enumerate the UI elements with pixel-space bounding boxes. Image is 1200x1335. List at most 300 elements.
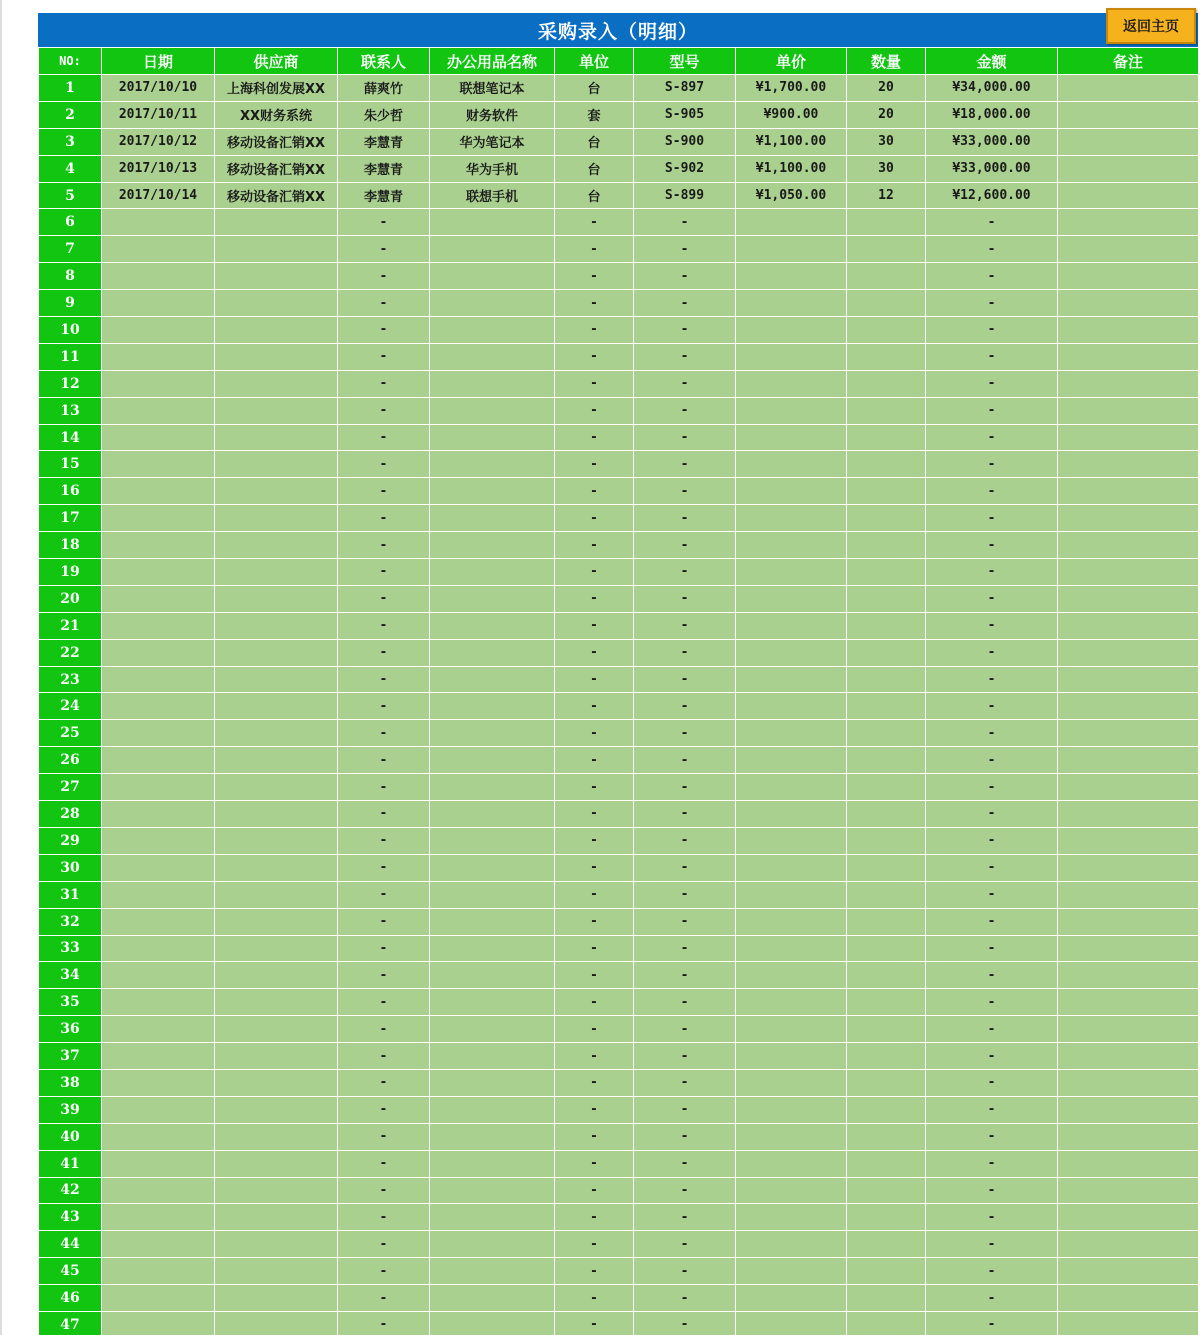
unit-price-cell[interactable]: ¥1,100.00 <box>736 155 847 182</box>
item-name-cell[interactable] <box>430 1150 555 1177</box>
date-cell[interactable] <box>102 1311 215 1335</box>
supplier-cell[interactable] <box>215 263 338 290</box>
contact-cell[interactable]: - <box>338 1150 430 1177</box>
unit-cell[interactable]: 套 <box>555 101 634 128</box>
return-home-button[interactable]: 返回主页 <box>1106 8 1196 44</box>
remark-cell[interactable] <box>1058 801 1199 828</box>
remark-cell[interactable] <box>1058 666 1199 693</box>
model-cell[interactable]: - <box>634 532 736 559</box>
model-cell[interactable]: - <box>634 343 736 370</box>
supplier-cell[interactable] <box>215 290 338 317</box>
unit-price-cell[interactable] <box>736 317 847 344</box>
contact-cell[interactable]: - <box>338 1043 430 1070</box>
unit-price-cell[interactable] <box>736 774 847 801</box>
model-cell[interactable]: - <box>634 693 736 720</box>
date-cell[interactable] <box>102 397 215 424</box>
remark-cell[interactable] <box>1058 1043 1199 1070</box>
model-cell[interactable]: - <box>634 1204 736 1231</box>
unit-price-cell[interactable] <box>736 532 847 559</box>
contact-cell[interactable]: - <box>338 774 430 801</box>
unit-price-cell[interactable] <box>736 1311 847 1335</box>
item-name-cell[interactable] <box>430 1096 555 1123</box>
model-cell[interactable]: - <box>634 263 736 290</box>
item-name-cell[interactable] <box>430 317 555 344</box>
model-cell[interactable]: - <box>634 1150 736 1177</box>
unit-price-cell[interactable] <box>736 666 847 693</box>
supplier-cell[interactable]: 移动设备汇销XX <box>215 128 338 155</box>
unit-price-cell[interactable] <box>736 585 847 612</box>
quantity-cell[interactable]: 20 <box>847 75 926 102</box>
supplier-cell[interactable]: XX财务系统 <box>215 101 338 128</box>
contact-cell[interactable]: - <box>338 962 430 989</box>
model-cell[interactable]: - <box>634 1177 736 1204</box>
contact-cell[interactable]: - <box>338 747 430 774</box>
item-name-cell[interactable] <box>430 532 555 559</box>
remark-cell[interactable] <box>1058 935 1199 962</box>
supplier-cell[interactable] <box>215 505 338 532</box>
date-cell[interactable] <box>102 290 215 317</box>
date-cell[interactable] <box>102 559 215 586</box>
model-cell[interactable]: - <box>634 317 736 344</box>
quantity-cell[interactable] <box>847 1069 926 1096</box>
date-cell[interactable] <box>102 1231 215 1258</box>
quantity-cell[interactable] <box>847 209 926 236</box>
supplier-cell[interactable] <box>215 854 338 881</box>
date-cell[interactable]: 2017/10/12 <box>102 128 215 155</box>
unit-price-cell[interactable] <box>736 1177 847 1204</box>
unit-price-cell[interactable] <box>736 343 847 370</box>
quantity-cell[interactable] <box>847 1231 926 1258</box>
item-name-cell[interactable] <box>430 290 555 317</box>
model-cell[interactable]: - <box>634 827 736 854</box>
contact-cell[interactable]: - <box>338 1123 430 1150</box>
remark-cell[interactable] <box>1058 774 1199 801</box>
quantity-cell[interactable] <box>847 666 926 693</box>
remark-cell[interactable] <box>1058 1204 1199 1231</box>
date-cell[interactable] <box>102 1204 215 1231</box>
item-name-cell[interactable] <box>430 854 555 881</box>
contact-cell[interactable]: - <box>338 1231 430 1258</box>
supplier-cell[interactable] <box>215 1285 338 1312</box>
remark-cell[interactable] <box>1058 639 1199 666</box>
unit-cell[interactable]: - <box>555 1177 634 1204</box>
quantity-cell[interactable] <box>847 290 926 317</box>
unit-price-cell[interactable] <box>736 1043 847 1070</box>
unit-price-cell[interactable] <box>736 263 847 290</box>
item-name-cell[interactable]: 华为笔记本 <box>430 128 555 155</box>
contact-cell[interactable]: - <box>338 424 430 451</box>
date-cell[interactable] <box>102 908 215 935</box>
supplier-cell[interactable] <box>215 1069 338 1096</box>
supplier-cell[interactable] <box>215 1311 338 1335</box>
supplier-cell[interactable] <box>215 1123 338 1150</box>
contact-cell[interactable]: 薛爽竹 <box>338 75 430 102</box>
unit-cell[interactable]: - <box>555 236 634 263</box>
date-cell[interactable] <box>102 747 215 774</box>
date-cell[interactable]: 2017/10/10 <box>102 75 215 102</box>
item-name-cell[interactable] <box>430 478 555 505</box>
unit-price-cell[interactable] <box>736 290 847 317</box>
date-cell[interactable] <box>102 720 215 747</box>
quantity-cell[interactable] <box>847 343 926 370</box>
remark-cell[interactable] <box>1058 182 1199 209</box>
date-cell[interactable] <box>102 989 215 1016</box>
date-cell[interactable] <box>102 532 215 559</box>
remark-cell[interactable] <box>1058 585 1199 612</box>
unit-cell[interactable]: - <box>555 989 634 1016</box>
date-cell[interactable] <box>102 505 215 532</box>
item-name-cell[interactable] <box>430 720 555 747</box>
remark-cell[interactable] <box>1058 989 1199 1016</box>
date-cell[interactable] <box>102 343 215 370</box>
unit-price-cell[interactable] <box>736 397 847 424</box>
item-name-cell[interactable] <box>430 1069 555 1096</box>
unit-cell[interactable]: - <box>555 1258 634 1285</box>
remark-cell[interactable] <box>1058 1150 1199 1177</box>
date-cell[interactable] <box>102 263 215 290</box>
model-cell[interactable]: - <box>634 639 736 666</box>
unit-price-cell[interactable] <box>736 639 847 666</box>
supplier-cell[interactable] <box>215 908 338 935</box>
unit-price-cell[interactable] <box>736 236 847 263</box>
quantity-cell[interactable] <box>847 1016 926 1043</box>
quantity-cell[interactable] <box>847 263 926 290</box>
unit-cell[interactable]: - <box>555 209 634 236</box>
contact-cell[interactable]: - <box>338 639 430 666</box>
supplier-cell[interactable] <box>215 1150 338 1177</box>
supplier-cell[interactable] <box>215 424 338 451</box>
quantity-cell[interactable] <box>847 935 926 962</box>
date-cell[interactable] <box>102 451 215 478</box>
item-name-cell[interactable] <box>430 612 555 639</box>
contact-cell[interactable]: - <box>338 317 430 344</box>
remark-cell[interactable] <box>1058 290 1199 317</box>
item-name-cell[interactable] <box>430 1177 555 1204</box>
unit-cell[interactable]: - <box>555 1096 634 1123</box>
unit-cell[interactable]: - <box>555 854 634 881</box>
item-name-cell[interactable] <box>430 505 555 532</box>
date-cell[interactable] <box>102 962 215 989</box>
model-cell[interactable]: - <box>634 370 736 397</box>
date-cell[interactable] <box>102 935 215 962</box>
unit-price-cell[interactable] <box>736 801 847 828</box>
item-name-cell[interactable] <box>430 343 555 370</box>
model-cell[interactable]: - <box>634 1069 736 1096</box>
unit-cell[interactable]: - <box>555 962 634 989</box>
model-cell[interactable]: S-900 <box>634 128 736 155</box>
contact-cell[interactable]: - <box>338 343 430 370</box>
date-cell[interactable] <box>102 236 215 263</box>
item-name-cell[interactable] <box>430 827 555 854</box>
supplier-cell[interactable] <box>215 397 338 424</box>
supplier-cell[interactable] <box>215 478 338 505</box>
item-name-cell[interactable] <box>430 1258 555 1285</box>
model-cell[interactable]: - <box>634 1311 736 1335</box>
date-cell[interactable] <box>102 1177 215 1204</box>
model-cell[interactable]: S-902 <box>634 155 736 182</box>
supplier-cell[interactable]: 上海科创发展XX <box>215 75 338 102</box>
model-cell[interactable]: - <box>634 585 736 612</box>
date-cell[interactable]: 2017/10/11 <box>102 101 215 128</box>
contact-cell[interactable]: - <box>338 1311 430 1335</box>
unit-price-cell[interactable] <box>736 962 847 989</box>
unit-cell[interactable]: - <box>555 1231 634 1258</box>
supplier-cell[interactable]: 移动设备汇销XX <box>215 182 338 209</box>
quantity-cell[interactable] <box>847 1043 926 1070</box>
unit-cell[interactable]: - <box>555 317 634 344</box>
remark-cell[interactable] <box>1058 612 1199 639</box>
quantity-cell[interactable] <box>847 881 926 908</box>
item-name-cell[interactable] <box>430 639 555 666</box>
item-name-cell[interactable] <box>430 559 555 586</box>
remark-cell[interactable] <box>1058 236 1199 263</box>
supplier-cell[interactable] <box>215 532 338 559</box>
contact-cell[interactable]: - <box>338 1069 430 1096</box>
supplier-cell[interactable] <box>215 1204 338 1231</box>
unit-price-cell[interactable] <box>736 478 847 505</box>
supplier-cell[interactable] <box>215 1043 338 1070</box>
contact-cell[interactable]: 李慧青 <box>338 128 430 155</box>
contact-cell[interactable]: - <box>338 881 430 908</box>
remark-cell[interactable] <box>1058 1177 1199 1204</box>
item-name-cell[interactable] <box>430 1285 555 1312</box>
date-cell[interactable] <box>102 478 215 505</box>
item-name-cell[interactable]: 联想手机 <box>430 182 555 209</box>
quantity-cell[interactable]: 12 <box>847 182 926 209</box>
date-cell[interactable] <box>102 1096 215 1123</box>
model-cell[interactable]: - <box>634 962 736 989</box>
date-cell[interactable] <box>102 1285 215 1312</box>
date-cell[interactable] <box>102 209 215 236</box>
unit-cell[interactable]: - <box>555 827 634 854</box>
unit-price-cell[interactable] <box>736 370 847 397</box>
quantity-cell[interactable] <box>847 908 926 935</box>
contact-cell[interactable]: - <box>338 612 430 639</box>
supplier-cell[interactable] <box>215 827 338 854</box>
remark-cell[interactable] <box>1058 343 1199 370</box>
model-cell[interactable]: - <box>634 747 736 774</box>
model-cell[interactable]: - <box>634 989 736 1016</box>
date-cell[interactable]: 2017/10/13 <box>102 155 215 182</box>
remark-cell[interactable] <box>1058 720 1199 747</box>
remark-cell[interactable] <box>1058 397 1199 424</box>
unit-cell[interactable]: - <box>555 908 634 935</box>
unit-cell[interactable]: - <box>555 397 634 424</box>
item-name-cell[interactable] <box>430 693 555 720</box>
unit-price-cell[interactable]: ¥1,050.00 <box>736 182 847 209</box>
unit-price-cell[interactable] <box>736 1150 847 1177</box>
item-name-cell[interactable] <box>430 774 555 801</box>
item-name-cell[interactable] <box>430 209 555 236</box>
supplier-cell[interactable] <box>215 774 338 801</box>
item-name-cell[interactable] <box>430 1016 555 1043</box>
quantity-cell[interactable] <box>847 532 926 559</box>
model-cell[interactable]: - <box>634 774 736 801</box>
remark-cell[interactable] <box>1058 155 1199 182</box>
contact-cell[interactable]: - <box>338 370 430 397</box>
contact-cell[interactable]: - <box>338 827 430 854</box>
date-cell[interactable] <box>102 1043 215 1070</box>
unit-cell[interactable]: 台 <box>555 182 634 209</box>
quantity-cell[interactable] <box>847 962 926 989</box>
item-name-cell[interactable] <box>430 370 555 397</box>
model-cell[interactable]: - <box>634 478 736 505</box>
unit-price-cell[interactable] <box>736 908 847 935</box>
date-cell[interactable] <box>102 881 215 908</box>
item-name-cell[interactable] <box>430 451 555 478</box>
item-name-cell[interactable] <box>430 881 555 908</box>
unit-cell[interactable]: 台 <box>555 75 634 102</box>
unit-price-cell[interactable] <box>736 1204 847 1231</box>
remark-cell[interactable] <box>1058 747 1199 774</box>
quantity-cell[interactable] <box>847 585 926 612</box>
quantity-cell[interactable] <box>847 1311 926 1335</box>
remark-cell[interactable] <box>1058 75 1199 102</box>
unit-price-cell[interactable] <box>736 881 847 908</box>
contact-cell[interactable]: - <box>338 209 430 236</box>
date-cell[interactable] <box>102 1123 215 1150</box>
date-cell[interactable] <box>102 801 215 828</box>
unit-cell[interactable]: - <box>555 424 634 451</box>
unit-cell[interactable]: - <box>555 451 634 478</box>
unit-cell[interactable]: - <box>555 505 634 532</box>
item-name-cell[interactable] <box>430 1311 555 1335</box>
remark-cell[interactable] <box>1058 101 1199 128</box>
contact-cell[interactable]: - <box>338 1016 430 1043</box>
item-name-cell[interactable] <box>430 1123 555 1150</box>
model-cell[interactable]: - <box>634 935 736 962</box>
remark-cell[interactable] <box>1058 478 1199 505</box>
remark-cell[interactable] <box>1058 1285 1199 1312</box>
supplier-cell[interactable] <box>215 1096 338 1123</box>
supplier-cell[interactable] <box>215 693 338 720</box>
unit-price-cell[interactable] <box>736 1231 847 1258</box>
item-name-cell[interactable] <box>430 397 555 424</box>
remark-cell[interactable] <box>1058 1123 1199 1150</box>
model-cell[interactable]: - <box>634 854 736 881</box>
unit-cell[interactable]: - <box>555 801 634 828</box>
remark-cell[interactable] <box>1058 962 1199 989</box>
quantity-cell[interactable] <box>847 1204 926 1231</box>
supplier-cell[interactable] <box>215 343 338 370</box>
quantity-cell[interactable] <box>847 236 926 263</box>
unit-price-cell[interactable] <box>736 935 847 962</box>
item-name-cell[interactable] <box>430 1043 555 1070</box>
item-name-cell[interactable] <box>430 962 555 989</box>
unit-cell[interactable]: - <box>555 478 634 505</box>
unit-price-cell[interactable]: ¥1,700.00 <box>736 75 847 102</box>
item-name-cell[interactable] <box>430 935 555 962</box>
date-cell[interactable]: 2017/10/14 <box>102 182 215 209</box>
date-cell[interactable] <box>102 854 215 881</box>
remark-cell[interactable] <box>1058 1311 1199 1335</box>
unit-cell[interactable]: 台 <box>555 128 634 155</box>
quantity-cell[interactable] <box>847 774 926 801</box>
model-cell[interactable]: - <box>634 290 736 317</box>
contact-cell[interactable]: - <box>338 559 430 586</box>
date-cell[interactable] <box>102 1150 215 1177</box>
unit-cell[interactable]: - <box>555 666 634 693</box>
remark-cell[interactable] <box>1058 1016 1199 1043</box>
quantity-cell[interactable] <box>847 1096 926 1123</box>
contact-cell[interactable]: - <box>338 397 430 424</box>
unit-cell[interactable]: - <box>555 1043 634 1070</box>
item-name-cell[interactable]: 联想笔记本 <box>430 75 555 102</box>
item-name-cell[interactable] <box>430 801 555 828</box>
remark-cell[interactable] <box>1058 1096 1199 1123</box>
model-cell[interactable]: - <box>634 559 736 586</box>
supplier-cell[interactable] <box>215 451 338 478</box>
unit-price-cell[interactable] <box>736 827 847 854</box>
unit-cell[interactable]: - <box>555 1069 634 1096</box>
unit-price-cell[interactable] <box>736 854 847 881</box>
remark-cell[interactable] <box>1058 1258 1199 1285</box>
contact-cell[interactable]: - <box>338 989 430 1016</box>
quantity-cell[interactable] <box>847 1258 926 1285</box>
contact-cell[interactable]: - <box>338 935 430 962</box>
contact-cell[interactable]: - <box>338 236 430 263</box>
unit-cell[interactable]: - <box>555 343 634 370</box>
contact-cell[interactable]: - <box>338 478 430 505</box>
supplier-cell[interactable] <box>215 585 338 612</box>
model-cell[interactable]: S-899 <box>634 182 736 209</box>
unit-cell[interactable]: - <box>555 1285 634 1312</box>
quantity-cell[interactable] <box>847 854 926 881</box>
unit-price-cell[interactable] <box>736 559 847 586</box>
unit-price-cell[interactable] <box>736 989 847 1016</box>
model-cell[interactable]: - <box>634 209 736 236</box>
unit-price-cell[interactable] <box>736 720 847 747</box>
contact-cell[interactable]: 李慧青 <box>338 182 430 209</box>
quantity-cell[interactable] <box>847 693 926 720</box>
unit-cell[interactable]: - <box>555 881 634 908</box>
unit-cell[interactable]: - <box>555 1123 634 1150</box>
model-cell[interactable]: - <box>634 612 736 639</box>
supplier-cell[interactable] <box>215 236 338 263</box>
quantity-cell[interactable] <box>847 505 926 532</box>
contact-cell[interactable]: - <box>338 854 430 881</box>
unit-cell[interactable]: - <box>555 263 634 290</box>
model-cell[interactable]: - <box>634 881 736 908</box>
unit-cell[interactable]: - <box>555 720 634 747</box>
contact-cell[interactable]: - <box>338 451 430 478</box>
supplier-cell[interactable] <box>215 666 338 693</box>
contact-cell[interactable]: - <box>338 1177 430 1204</box>
item-name-cell[interactable] <box>430 908 555 935</box>
quantity-cell[interactable] <box>847 1177 926 1204</box>
date-cell[interactable] <box>102 612 215 639</box>
supplier-cell[interactable] <box>215 639 338 666</box>
remark-cell[interactable] <box>1058 854 1199 881</box>
unit-cell[interactable]: - <box>555 693 634 720</box>
unit-cell[interactable]: - <box>555 532 634 559</box>
date-cell[interactable] <box>102 1069 215 1096</box>
remark-cell[interactable] <box>1058 908 1199 935</box>
item-name-cell[interactable] <box>430 989 555 1016</box>
date-cell[interactable] <box>102 666 215 693</box>
unit-cell[interactable]: - <box>555 585 634 612</box>
quantity-cell[interactable] <box>847 478 926 505</box>
date-cell[interactable] <box>102 585 215 612</box>
contact-cell[interactable]: - <box>338 693 430 720</box>
unit-cell[interactable]: - <box>555 774 634 801</box>
unit-price-cell[interactable] <box>736 451 847 478</box>
date-cell[interactable] <box>102 424 215 451</box>
remark-cell[interactable] <box>1058 263 1199 290</box>
quantity-cell[interactable] <box>847 1150 926 1177</box>
quantity-cell[interactable] <box>847 639 926 666</box>
supplier-cell[interactable] <box>215 747 338 774</box>
